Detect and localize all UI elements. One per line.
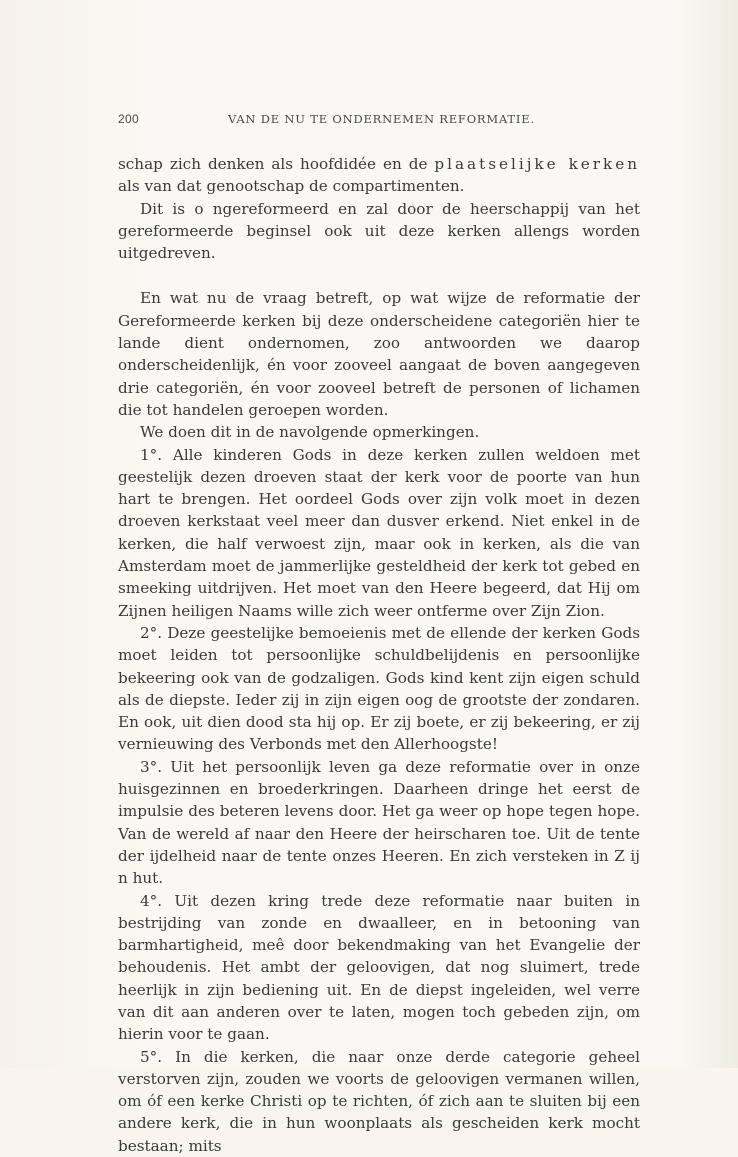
paragraph-1-part-c: als van dat genootschap de compartimenten. <box>118 177 465 196</box>
paragraph-8: 4°. Uit dezen kring trede deze reformatie naar buiten in bestrijding van zonde en dwaalleer, en in betooning van barmhartigheid, meê door bekendmaking van het Evangelie der behoudenis. Het ambt der geloovigen, dat nog sluimert, trede heerlijk in zijn bediening uit. En de diepst ingeleiden, wel verre van dit aan anderen over te laten, mogen toch gebeden zijn, om hierin voor te gaan. <box>118 891 640 1044</box>
paragraph-1-spaced-emphasis: plaatselijke kerken <box>434 155 640 173</box>
paragraph-1-part-a: schap zich denken als hoofdidée en de <box>118 155 435 173</box>
paragraph-3: En wat nu de vraag betreft, op wat wijze de reformatie der Gereformeerde kerken bij deze onderscheidene categoriën hier te lande dient ondernomen, zoo antwoorden we daarop onderscheidenlijk, én voor zooveel aangaat de boven aangegeven drie categoriën, én voor zooveel betreft de personen of lichamen die tot handelen geroepen worden. <box>118 289 640 419</box>
page-number: 200 <box>118 112 139 126</box>
paragraph-6: 2°. Deze geestelijke bemoeienis met de ellende der kerken Gods moet leiden tot persoonlijke schuldbelijdenis en persoonlijke bekeering ook van de godzaligen. Gods kind kent zijn eigen schuld als de diepste. Ieder zij in zijn eigen oog de grootste der zondaren. En ook, uit dien dood sta hij op. Er zij boete, er zij bekeering, er zij vernieuwing des Verbonds met den Allerhoogste! <box>118 623 640 754</box>
running-title: VAN DE NU TE ONDERNEMEN REFORMATIE. <box>228 112 535 126</box>
paragraph-2: Dit is o ngereformeerd en zal door de heerschappij van het gereformeerde beginsel ook uit deze kerken allengs worden uitgedreven. <box>118 199 640 263</box>
paragraph-5: 1°. Alle kinderen Gods in deze kerken zullen weldoen met geestelijk dezen droeven staat der kerk voor de poorte van hun hart te brengen. Het oordeel Gods over zijn volk moet in dezen droeven kerkstaat veel meer dan dusver erkend. Niet enkel in de kerken, die half verwoest zijn, maar ook in kerken, als die van Amsterdam moet de jammerlijke gesteldheid der kerk tot gebed en smeeking uitdrijven. Het moet van den Heere begeerd, dat Hij om Zijnen heiligen Naams wille zich weer ontferme over Zijn Zion. <box>118 445 640 620</box>
paragraph-1 <box>118 153 640 198</box>
paragraph-7: 3°. Uit het persoonlijk leven ga deze reformatie over in onze huisgezinnen en broederkringen. Daarheen dringe het eerst de impulsie des beteren levens door. Het ga weer op hope tegen hope. Van de wereld af naar den Heere der heirscharen toe. Uit de tente der ijdelheid naar de tente onzes Heeren. En zich versteken in Z ij n hut. <box>118 757 640 888</box>
paragraph-gap <box>118 264 640 287</box>
page-body <box>118 153 640 1157</box>
paragraph-4: We doen dit in de navolgende opmerkingen. <box>140 423 480 442</box>
paragraph-9: 5°. In die kerken, die naar onze derde categorie geheel verstorven zijn, zouden we voorts de geloovigen vermanen willen, om óf een kerke Christi op te richten, óf zich aan te sluiten bij een andere kerk, die in hun woonplaats als gescheiden kerk mocht bestaan; mits <box>118 1047 640 1155</box>
